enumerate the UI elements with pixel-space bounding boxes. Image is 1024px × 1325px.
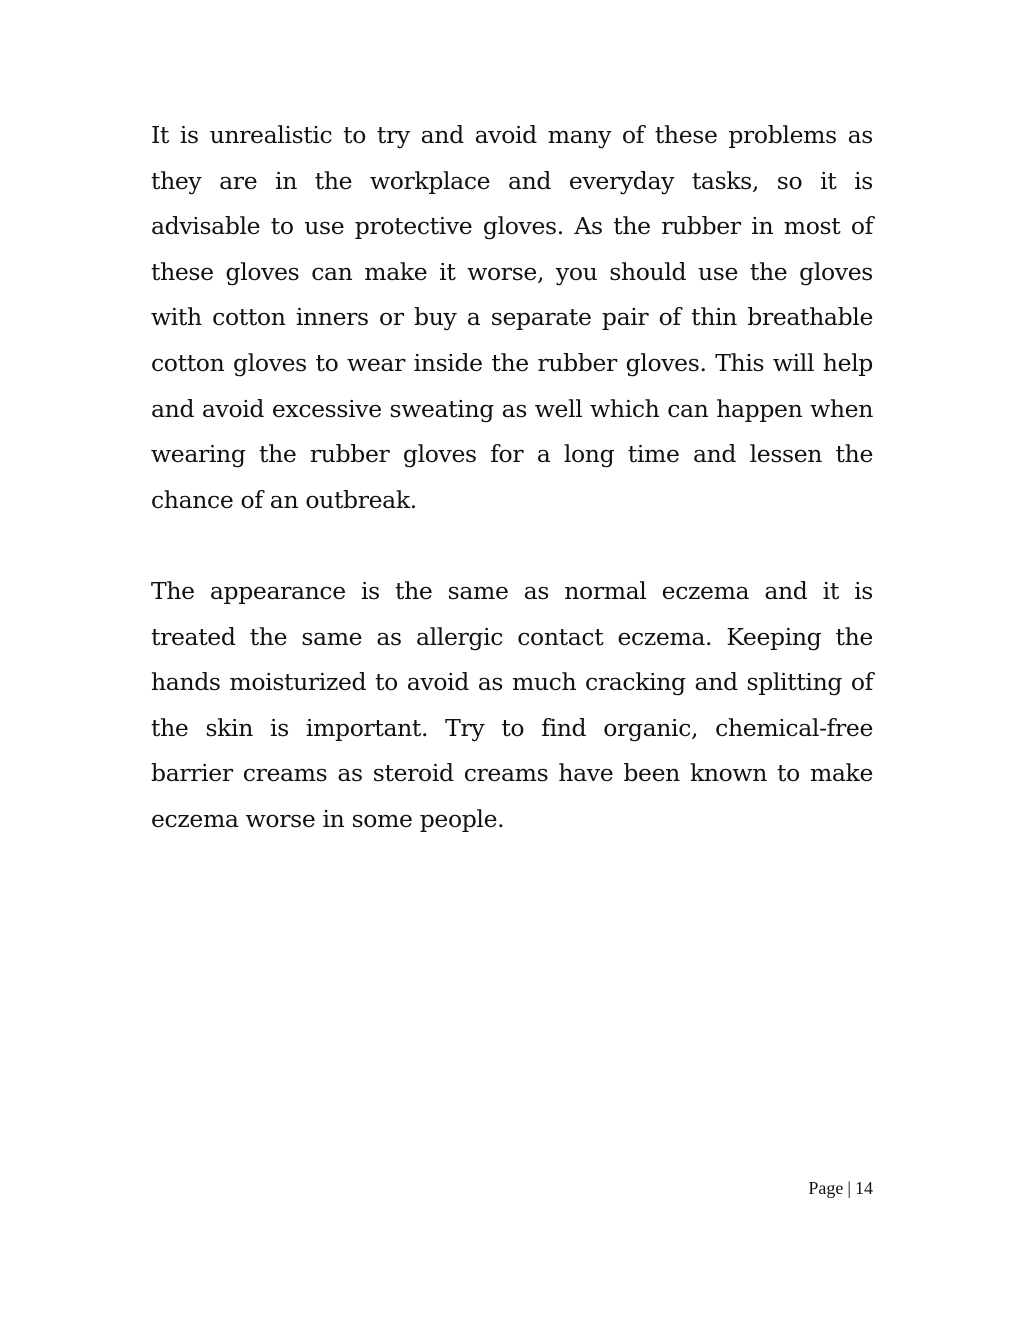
page-number: 14 [855,1178,873,1198]
paragraph-gloves: It is unrealistic to try and avoid many of these problems as they are in the workplace and everyday tasks, so it is advisable to use protective gloves. As the rubber in most of these gloves can make it worse, you should use the gloves with cotton inners or buy a separate pair of thin breathable cotton gloves to wear inside the rubber gloves. This will help and avoid excessive sweating as well which can happen when wearing the rubber gloves for a long time and lessen the chance of an outbreak. [151,121,873,514]
body-text [151,113,873,843]
page-separator: | [847,1178,851,1198]
page-footer [808,1178,873,1199]
paragraph-treatment: The appearance is the same as normal eczema and it is treated the same as allergic contact eczema. Keeping the hands moisturized to avoid as much cracking and splitting of the skin is important. Try to find organic, chemical-free barrier creams as steroid creams have been known to make eczema worse in some people. [151,576,873,833]
page-label: Page [808,1178,844,1198]
